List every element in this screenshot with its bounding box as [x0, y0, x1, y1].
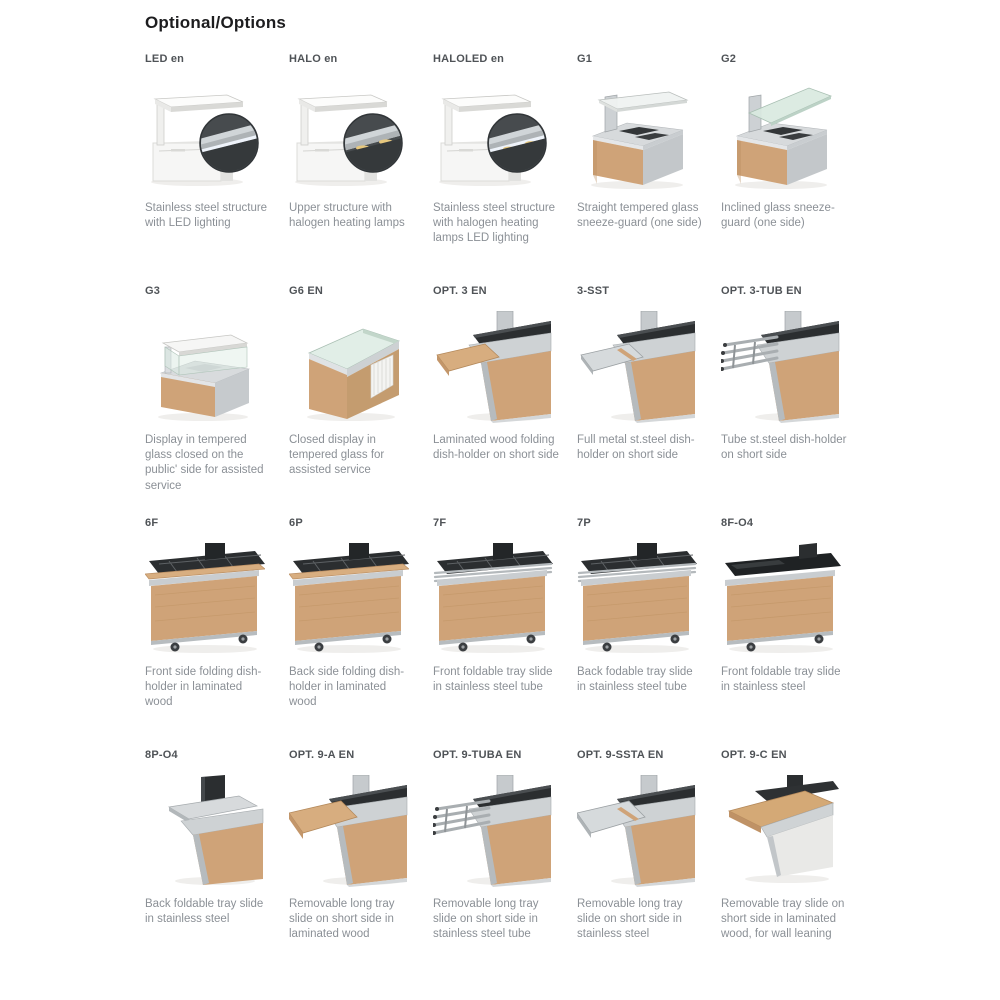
option-code: OPT. 3 EN: [433, 285, 487, 297]
option-code: OPT. 9-SSTA EN: [577, 749, 664, 761]
option-description: Upper structure with halogen heating lamps: [289, 202, 405, 230]
option-description: Straight tempered glass sneeze-guard (one side): [577, 202, 702, 230]
display-assisted-illustration: [289, 311, 409, 423]
corner-long-tubes-illustration: [433, 775, 553, 887]
option-description: Removable long tray slide on short side in stainless steel tube: [433, 898, 539, 941]
canopy-haloled-illustration: [433, 79, 553, 191]
option-card: [577, 285, 703, 517]
corner-shelf-steel-illustration: [577, 311, 697, 423]
option-code: HALO en: [289, 53, 338, 65]
option-card: [289, 285, 415, 517]
option-code: HALOLED en: [433, 53, 505, 65]
option-code: G2: [721, 53, 737, 65]
option-card: [577, 749, 703, 981]
option-card: [433, 517, 559, 749]
option-description: Back fodable tray slide in stainless steel tube: [577, 666, 693, 694]
option-code: 7F: [433, 517, 447, 529]
option-code: OPT. 9-A EN: [289, 749, 355, 761]
glass-guard-inclined-illustration: [721, 79, 841, 191]
option-description: Full metal st.steel dish-holder on short side: [577, 434, 695, 462]
option-card: [577, 53, 703, 285]
corner-lean-wood-illustration: [721, 775, 841, 887]
option-code: G6 EN: [289, 285, 324, 297]
counter-front-wood-illustration: [145, 543, 265, 655]
option-card: [145, 517, 271, 749]
option-description: Removable tray slide on short side in laminated wood, for wall leaning: [721, 898, 845, 941]
option-card: [433, 285, 559, 517]
option-card: [577, 517, 703, 749]
option-description: Display in tempered glass closed on the public' side for assisted service: [145, 434, 264, 492]
option-card: [145, 749, 271, 981]
option-code: LED en: [145, 53, 185, 65]
options-grid: [145, 53, 875, 981]
option-code: 8F-O4: [721, 517, 754, 529]
option-description: Closed display in tempered glass for assisted service: [289, 434, 385, 477]
option-description: Laminated wood folding dish-holder on short side: [433, 434, 559, 462]
counter-back-wood-illustration: [289, 543, 409, 655]
option-card: [289, 517, 415, 749]
canopy-halogen-illustration: [289, 79, 409, 191]
option-code: G1: [577, 53, 593, 65]
option-description: Removable long tray slide on short side in stainless steel: [577, 898, 683, 941]
option-card: [433, 749, 559, 981]
option-card: [289, 749, 415, 981]
option-description: Back side folding dish-holder in laminated wood: [289, 666, 405, 709]
display-closed-illustration: [145, 311, 265, 423]
option-description: Inclined glass sneeze-guard (one side): [721, 202, 835, 230]
option-description: Tube st.steel dish-holder on short side: [721, 434, 847, 462]
corner-back-steel-illustration: [145, 775, 265, 887]
option-description: Stainless steel structure with LED lighting: [145, 202, 268, 230]
option-card: [721, 517, 847, 749]
counter-front-tube-illustration: [433, 543, 553, 655]
corner-long-wood-illustration: [289, 775, 409, 887]
option-description: Removable long tray slide on short side in laminated wood: [289, 898, 395, 941]
corner-long-steel-illustration: [577, 775, 697, 887]
option-card: [433, 53, 559, 285]
counter-back-tube-illustration: [577, 543, 697, 655]
option-description: Front foldable tray slide in stainless steel: [721, 666, 841, 694]
option-code: 6P: [289, 517, 303, 529]
option-card: [721, 53, 847, 285]
option-description: Back foldable tray slide in stainless steel: [145, 898, 264, 926]
option-code: OPT. 3-TUB EN: [721, 285, 802, 297]
corner-shelf-wood-illustration: [433, 311, 553, 423]
option-card: [145, 53, 271, 285]
catalog-content: [145, 13, 875, 981]
option-description: Front foldable tray slide in stainless steel tube: [433, 666, 553, 694]
option-card: [721, 749, 847, 981]
option-description: Front side folding dish-holder in laminated wood: [145, 666, 262, 709]
canopy-led-illustration: [145, 79, 265, 191]
option-code: 7P: [577, 517, 591, 529]
option-description: Stainless steel structure with halogen heating lamps LED lighting: [433, 202, 556, 245]
option-code: OPT. 9-C EN: [721, 749, 787, 761]
option-code: 6F: [145, 517, 159, 529]
option-card: [289, 53, 415, 285]
option-code: G3: [145, 285, 161, 297]
option-code: 3-SST: [577, 285, 610, 297]
counter-dark-top-illustration: [721, 543, 841, 655]
option-card: [721, 285, 847, 517]
glass-guard-straight-illustration: [577, 79, 697, 191]
option-code: 8P-O4: [145, 749, 178, 761]
page-title: Optional/Options: [145, 13, 287, 32]
option-code: OPT. 9-TUBA EN: [433, 749, 522, 761]
option-card: [145, 285, 271, 517]
corner-shelf-tubes-illustration: [721, 311, 841, 423]
